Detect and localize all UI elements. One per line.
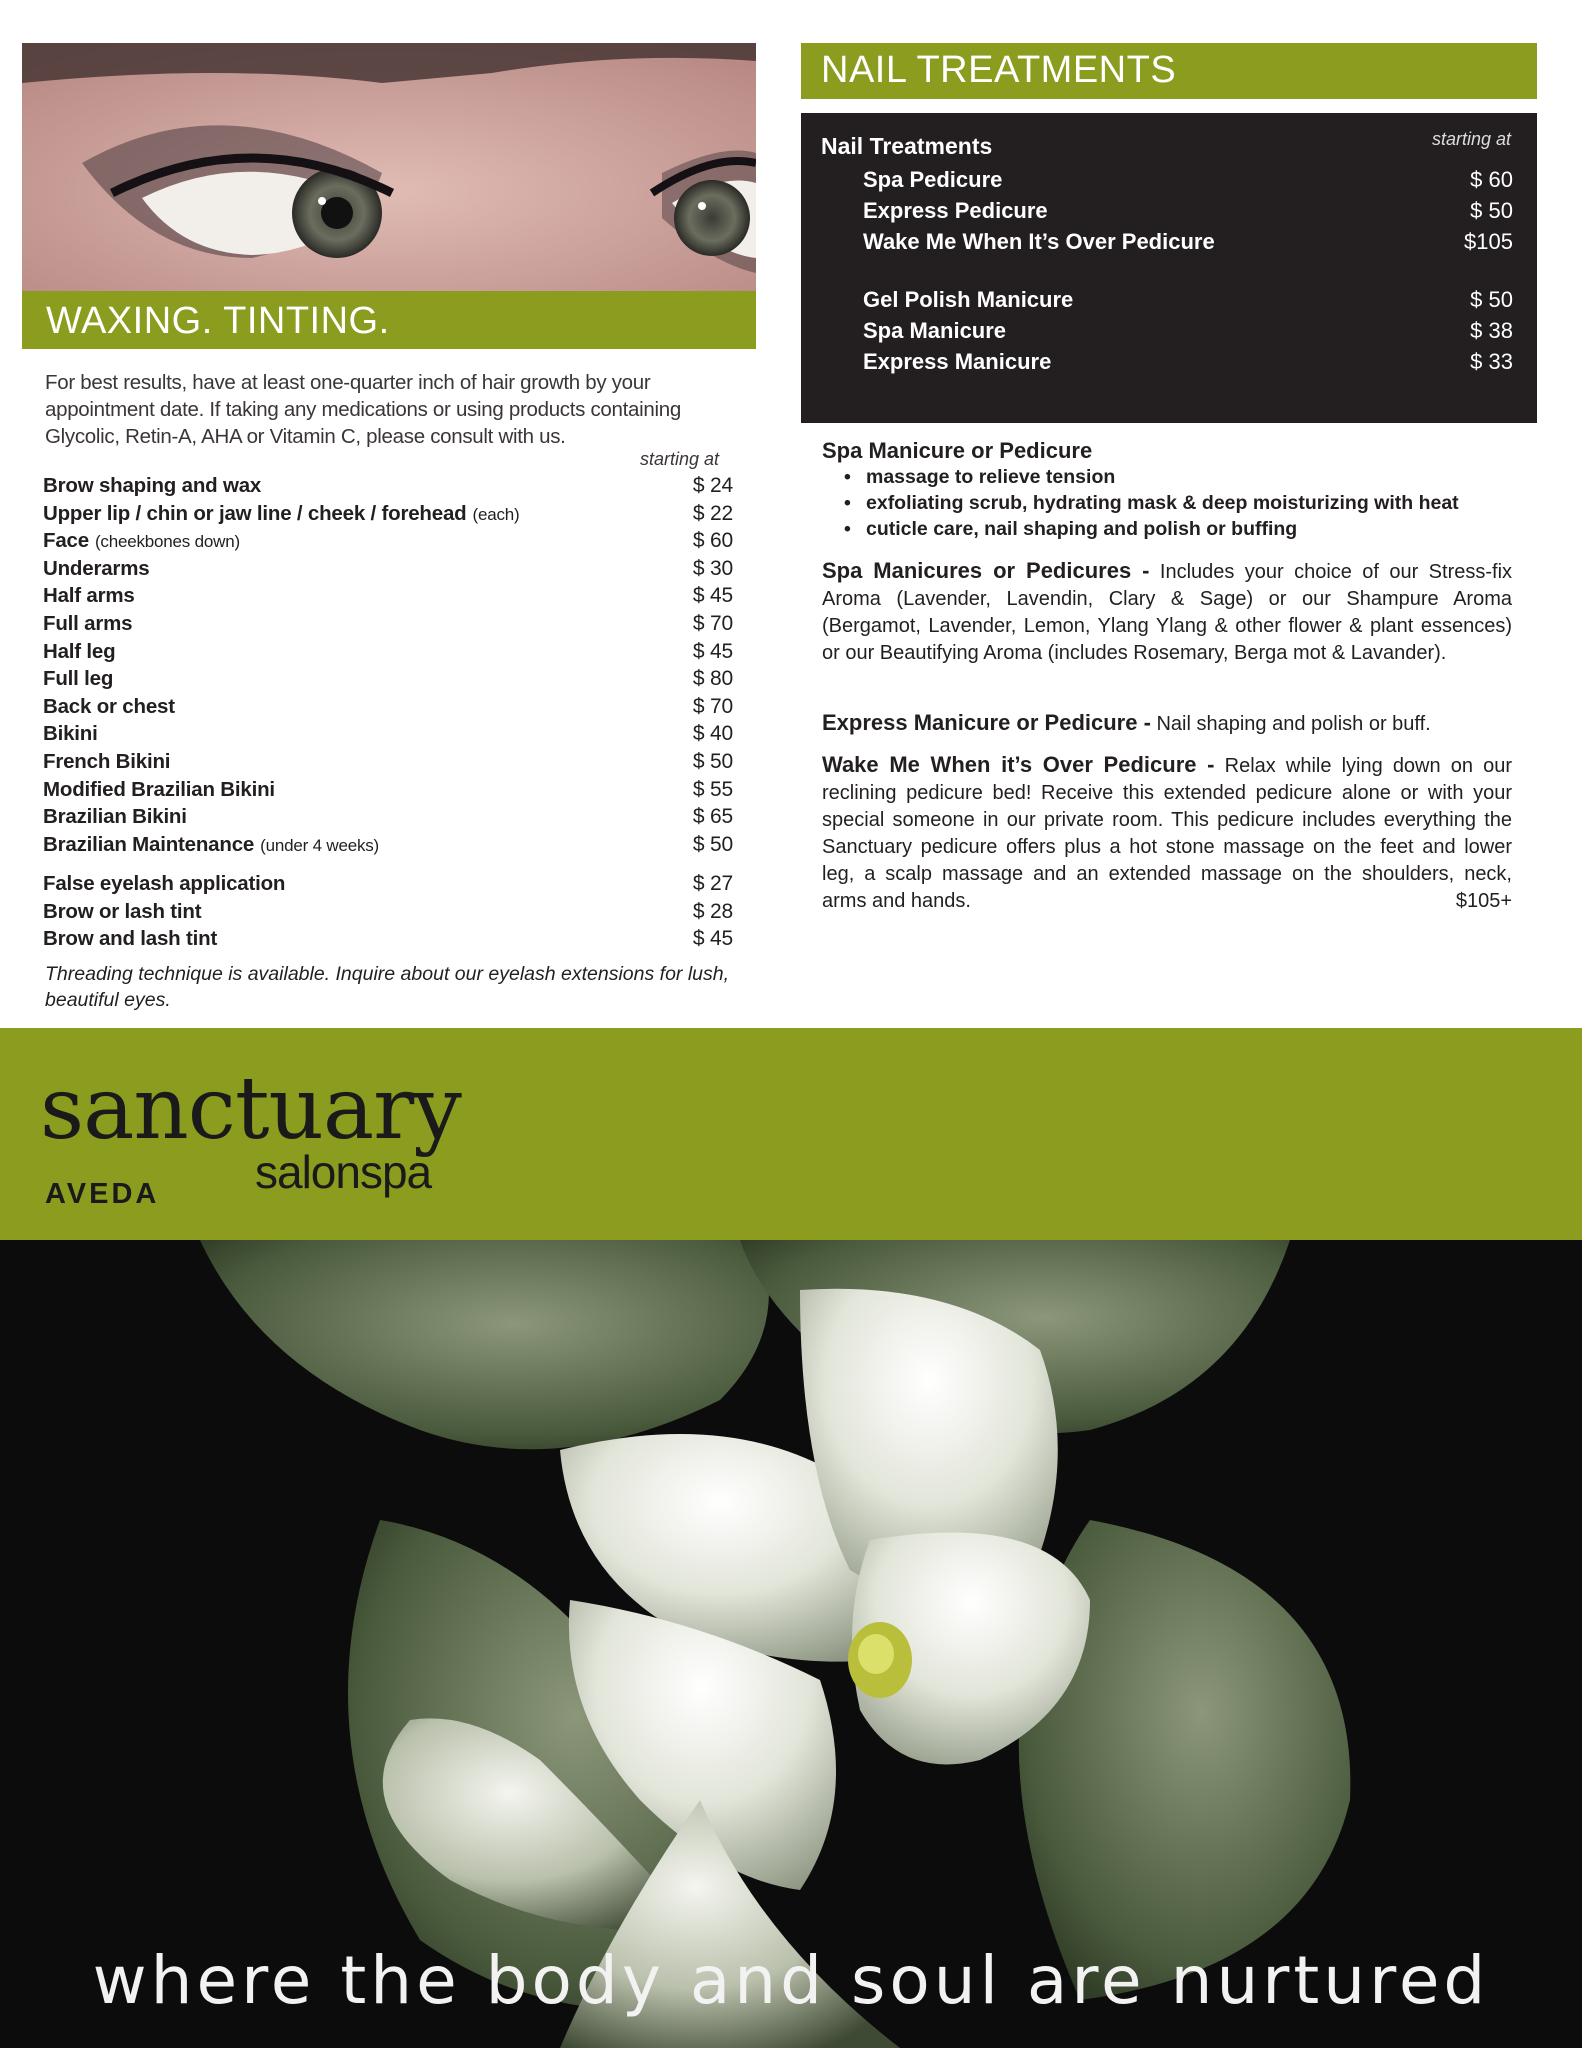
service-name: Upper lip / chin or jaw line / cheek / forehead — [43, 501, 467, 525]
express-text: Nail shaping and polish or buff. — [1156, 713, 1431, 735]
manicure-list — [863, 287, 1513, 380]
service-price: $ 50 — [1470, 198, 1513, 223]
price-row — [43, 927, 733, 955]
service-price: $ 60 — [692, 529, 733, 553]
service-price: $ 38 — [1470, 318, 1513, 343]
price-row — [863, 349, 1513, 380]
aveda-logo: AVEDA — [45, 1178, 160, 1210]
nail-box-title: Nail Treatments — [821, 133, 993, 159]
service-name: Half arms — [43, 584, 135, 608]
price-row — [43, 474, 733, 502]
service-price: $ 80 — [692, 667, 733, 691]
waxing-price-list — [43, 474, 733, 860]
price-row — [43, 778, 733, 806]
nail-starting-at-label: starting at — [1431, 129, 1511, 149]
list-item: • massage to relieve tension — [844, 464, 1512, 490]
service-name: Wake Me When It’s Over Pedicure — [863, 229, 1215, 254]
price-row — [863, 167, 1513, 198]
wake-me-price: $105+ — [1455, 890, 1512, 912]
price-row — [43, 502, 733, 530]
service-price: $105 — [1464, 229, 1513, 254]
price-row — [863, 229, 1513, 260]
service-price: $ 45 — [692, 927, 733, 951]
service-note: (each) — [472, 504, 520, 524]
service-name: Back or chest — [43, 694, 175, 718]
price-row — [43, 872, 733, 900]
service-name: Spa Manicure — [863, 318, 1007, 343]
price-row — [863, 318, 1513, 349]
service-name: Face — [43, 529, 89, 553]
waxing-starting-at-label: starting at — [640, 449, 720, 469]
service-name: Full leg — [43, 667, 114, 691]
spa-service-bullets — [822, 464, 1512, 542]
wake-me-description — [822, 751, 1512, 915]
service-name: Brow shaping and wax — [43, 474, 262, 497]
nail-section-header: NAIL TREATMENTS — [801, 43, 1537, 99]
brand-band — [0, 1028, 1582, 1240]
service-name: French Bikini — [43, 749, 171, 773]
magnolia-flower-photo — [0, 1240, 1582, 2048]
service-price: $ 27 — [692, 872, 733, 895]
price-row — [43, 584, 733, 612]
price-row — [43, 900, 733, 928]
service-name: Bikini — [43, 722, 98, 746]
aroma-description — [822, 557, 1512, 667]
service-name: Modified Brazilian Bikini — [43, 777, 275, 801]
service-name: Brow or lash tint — [43, 899, 202, 923]
service-price: $ 70 — [692, 611, 733, 635]
price-row — [43, 805, 733, 833]
eye-makeup-photo — [22, 43, 756, 291]
service-price: $ 50 — [692, 749, 733, 773]
service-note: (cheekbones down) — [94, 532, 240, 552]
price-row — [43, 640, 733, 668]
spa-service-details — [822, 437, 1512, 542]
service-price: $ 50 — [692, 832, 733, 856]
price-row — [43, 833, 733, 861]
price-row — [863, 287, 1513, 318]
service-name: False eyelash application — [43, 872, 286, 895]
service-note: (under 4 weeks) — [260, 835, 380, 855]
list-item: • exfoliating scrub, hydrating mask & deep moisturizing with heat — [844, 490, 1512, 516]
service-name: Brazilian Bikini — [43, 805, 187, 829]
wake-me-title: Wake Me When it’s Over Pedicure - — [822, 752, 1215, 777]
service-price: $ 33 — [1470, 349, 1513, 374]
service-name: Express Manicure — [863, 349, 1052, 374]
service-name: Full arms — [43, 611, 133, 635]
sanctuary-logo-wordmark: sanctuary — [40, 1059, 461, 1159]
tint-price-list — [43, 872, 733, 955]
service-name: Gel Polish Manicure — [863, 287, 1074, 312]
service-price: $ 30 — [692, 556, 733, 580]
service-name: Spa Pedicure — [863, 167, 1003, 192]
price-row — [43, 557, 733, 585]
service-price: $ 40 — [692, 722, 733, 746]
list-item: • cuticle care, nail shaping and polish or buffing — [844, 516, 1512, 542]
waxing-intro-text: For best results, have at least one-quarter inch of hair growth by your appointment date. If taking any medications or using products containing Glycolic, Retin-A, AHA or Vitamin C, please consult with us. — [45, 371, 681, 448]
service-price: $ 45 — [692, 584, 733, 608]
service-price: $ 55 — [692, 777, 733, 801]
spa-service-title: Spa Manicure or Pedicure — [822, 438, 1093, 463]
service-price: $ 22 — [692, 501, 733, 525]
service-name: Brazilian Maintenance — [43, 832, 255, 856]
express-title: Express Manicure or Pedicure - — [822, 710, 1151, 735]
service-price: $ 65 — [692, 805, 733, 829]
price-row — [43, 722, 733, 750]
price-row — [43, 612, 733, 640]
service-price: $ 50 — [1470, 287, 1513, 312]
price-row — [43, 695, 733, 723]
pedicure-list — [863, 167, 1513, 260]
wake-me-text: Relax while lying down on our reclining pedicure bed! Receive this extended pedicure alone or with your special someone in our private room. This pedicure includes everything the Sanctuary pedicure offers plus a hot stone massage on the feet and lower leg, a scalp massage and an extended massage on the shoulders, neck, arms and hands. — [822, 755, 1513, 912]
service-name: Brow and lash tint — [43, 927, 218, 951]
nail-price-box — [801, 113, 1537, 423]
price-row — [43, 529, 733, 557]
service-name: Express Pedicure — [863, 198, 1048, 223]
price-row — [863, 198, 1513, 229]
aroma-title: Spa Manicures or Pedicures - — [822, 558, 1150, 583]
service-price: $ 70 — [692, 694, 733, 718]
aroma-text: Includes your choice of our Stress-fix Aroma (Lavender, Lavendin, Clary & Sage) or our Shampure Aroma (Bergamot, Lavender, Lemon, Ylang Ylang & other flower & plant essences) or our Beautifying Aroma (includes Rosemary, Berga mot & Lavander). — [822, 561, 1513, 664]
service-name: Half leg — [43, 639, 116, 663]
waxing-footnote: Threading technique is available. Inquire about our eyelash extensions for lush, beautiful eyes. — [45, 963, 730, 1011]
service-name: Underarms — [43, 556, 150, 580]
brand-tagline: where the body and soul are nurtured — [92, 1942, 1490, 2019]
price-row — [43, 750, 733, 778]
waxing-section-header: WAXING. TINTING. — [22, 291, 756, 349]
salonspa-logo-text: salonspa — [255, 1146, 432, 1198]
price-row — [43, 667, 733, 695]
express-description — [822, 709, 1512, 738]
service-price: $ 24 — [692, 474, 733, 497]
service-price: $ 28 — [692, 899, 733, 923]
service-price: $ 60 — [1470, 167, 1513, 192]
service-price: $ 45 — [692, 639, 733, 663]
